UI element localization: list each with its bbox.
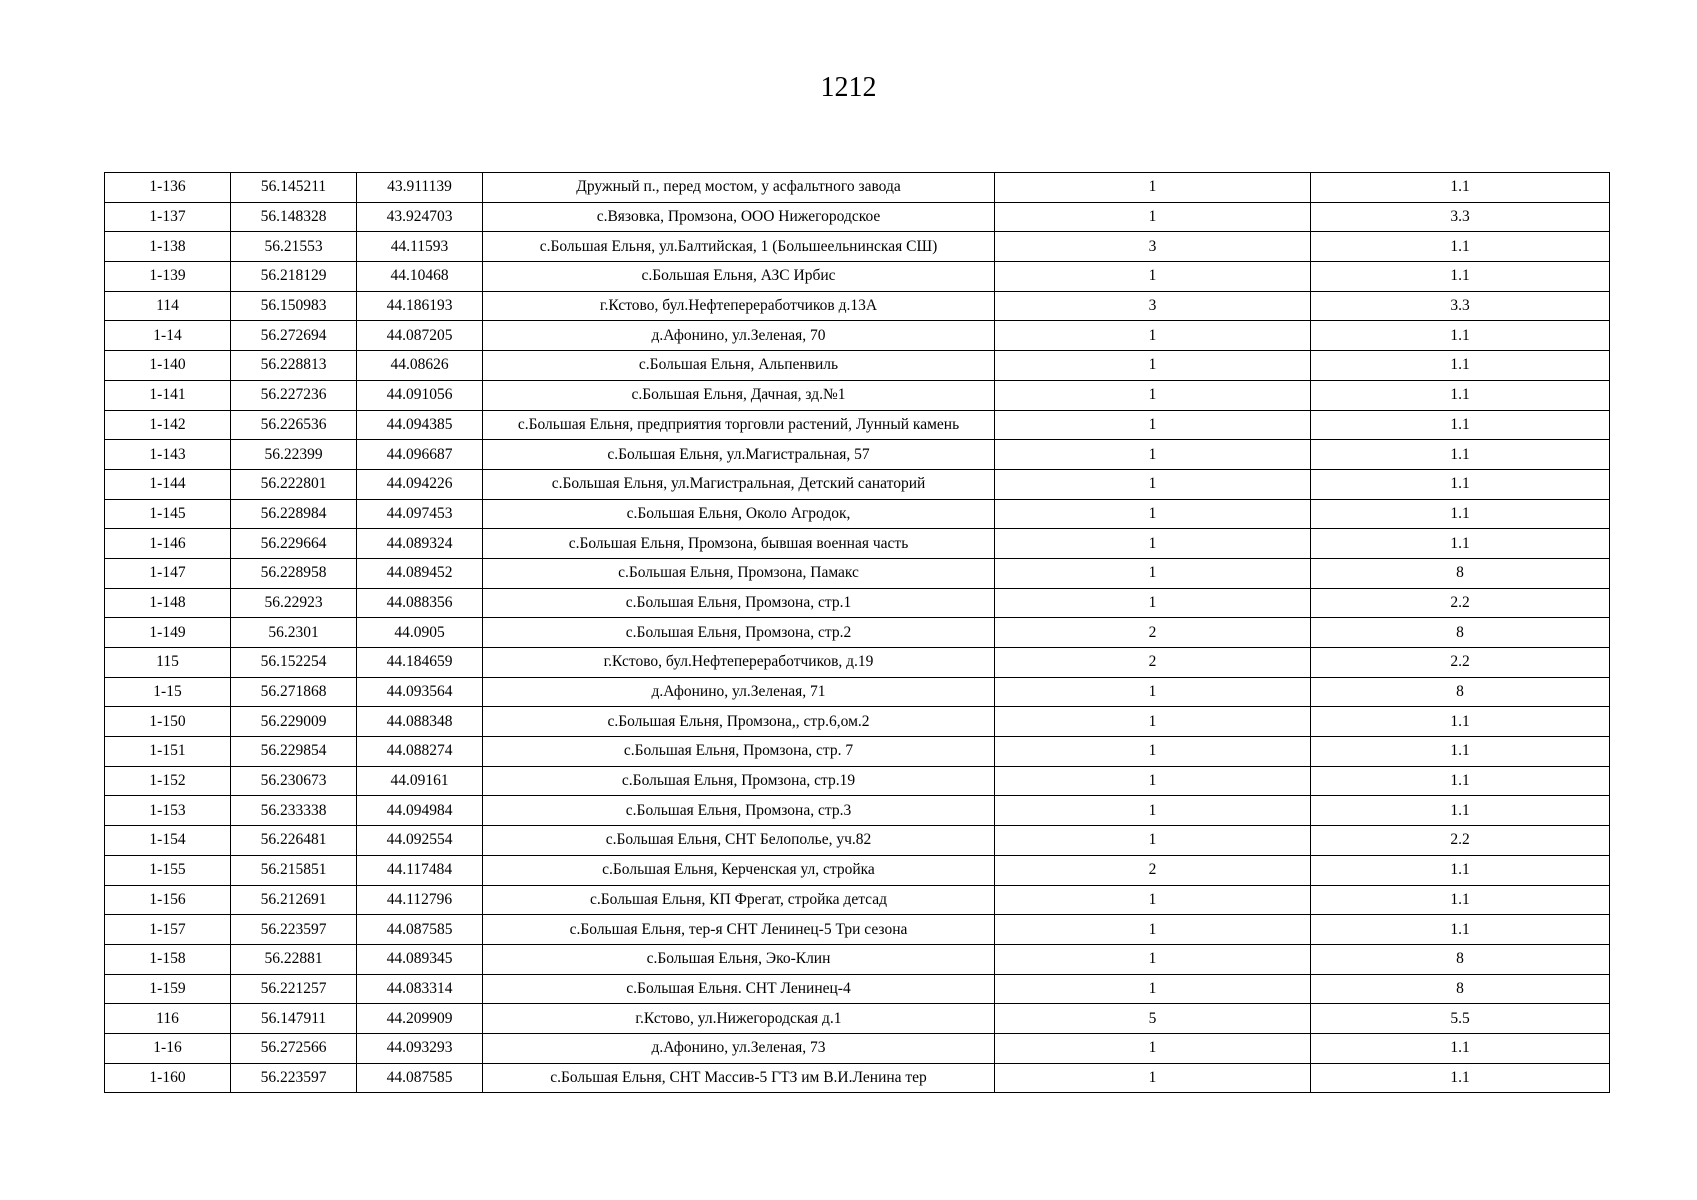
cell-count: 2 [995,648,1311,678]
cell-value: 8 [1311,558,1610,588]
cell-latitude: 56.215851 [231,855,357,885]
cell-address: с.Большая Ельня, СНТ Белополье, уч.82 [483,826,995,856]
table-row [105,499,1610,529]
cell-longitude: 44.083314 [357,974,483,1004]
page-number: 1212 [820,72,877,103]
cell-latitude: 56.228813 [231,351,357,381]
cell-count: 3 [995,232,1311,262]
cell-longitude: 44.093564 [357,677,483,707]
cell-count: 1 [995,737,1311,767]
cell-count: 1 [995,1063,1311,1093]
table-row [105,558,1610,588]
cell-address: г.Кстово, бул.Нефтепереработчиков, д.19 [483,648,995,678]
table-row [105,469,1610,499]
cell-count: 1 [995,529,1311,559]
cell-address: с.Большая Ельня. СНТ Ленинец-4 [483,974,995,1004]
cell-latitude: 56.271868 [231,677,357,707]
cell-address: д.Афонино, ул.Зеленая, 71 [483,677,995,707]
cell-count: 2 [995,855,1311,885]
cell-id: 1-150 [105,707,231,737]
cell-latitude: 56.226481 [231,826,357,856]
cell-latitude: 56.152254 [231,648,357,678]
table-row [105,588,1610,618]
table-row [105,677,1610,707]
cell-count: 1 [995,588,1311,618]
table-row [105,885,1610,915]
cell-latitude: 56.230673 [231,766,357,796]
cell-id: 1-148 [105,588,231,618]
cell-address: с.Большая Ельня, Промзона, стр.2 [483,618,995,648]
table-row [105,232,1610,262]
cell-latitude: 56.2301 [231,618,357,648]
cell-address: с.Большая Ельня, Эко-Клин [483,944,995,974]
cell-count: 1 [995,974,1311,1004]
cell-longitude: 44.087205 [357,321,483,351]
cell-count: 1 [995,944,1311,974]
cell-id: 1-141 [105,380,231,410]
cell-address: с.Большая Ельня, Керченская ул, стройка [483,855,995,885]
table-row [105,351,1610,381]
cell-value: 1.1 [1311,1063,1610,1093]
cell-latitude: 56.272694 [231,321,357,351]
cell-id: 1-149 [105,618,231,648]
cell-longitude: 44.0905 [357,618,483,648]
table-row [105,202,1610,232]
cell-count: 1 [995,262,1311,292]
cell-id: 1-144 [105,469,231,499]
cell-value: 8 [1311,944,1610,974]
cell-latitude: 56.150983 [231,291,357,321]
cell-address: с.Вязовка, Промзона, ООО Нижегородское [483,202,995,232]
cell-address: с.Большая Ельня, ул.Магистральная, 57 [483,440,995,470]
cell-address: с.Большая Ельня, Промзона, Памакс [483,558,995,588]
cell-address: г.Кстово, бул.Нефтепереработчиков д.13А [483,291,995,321]
cell-value: 1.1 [1311,321,1610,351]
table-row [105,529,1610,559]
cell-count: 1 [995,826,1311,856]
table-row [105,440,1610,470]
cell-address: с.Большая Ельня, Промзона, стр.19 [483,766,995,796]
cell-longitude: 44.10468 [357,262,483,292]
table-row [105,618,1610,648]
cell-longitude: 44.088356 [357,588,483,618]
cell-address: с.Большая Ельня, Дачная, зд.№1 [483,380,995,410]
cell-value: 8 [1311,618,1610,648]
cell-longitude: 44.087585 [357,1063,483,1093]
cell-longitude: 44.117484 [357,855,483,885]
cell-id: 1-155 [105,855,231,885]
cell-value: 1.1 [1311,1033,1610,1063]
cell-address: с.Большая Ельня, КП Фрегат, стройка детсад [483,885,995,915]
cell-id: 1-138 [105,232,231,262]
table-row [105,1033,1610,1063]
cell-count: 1 [995,885,1311,915]
cell-latitude: 56.212691 [231,885,357,915]
cell-value: 1.1 [1311,440,1610,470]
cell-address: с.Большая Ельня, Промзона,, стр.6,ом.2 [483,707,995,737]
cell-id: 1-152 [105,766,231,796]
cell-latitude: 56.218129 [231,262,357,292]
cell-latitude: 56.229009 [231,707,357,737]
cell-id: 114 [105,291,231,321]
cell-latitude: 56.147911 [231,1004,357,1034]
table-row [105,707,1610,737]
cell-value: 1.1 [1311,885,1610,915]
table-row [105,915,1610,945]
cell-address: с.Большая Ельня, Промзона, стр. 7 [483,737,995,767]
cell-address: с.Большая Ельня, СНТ Массив-5 ГТЗ им В.И.Ленина тер [483,1063,995,1093]
cell-value: 1.1 [1311,173,1610,203]
cell-id: 1-136 [105,173,231,203]
table-row [105,1063,1610,1093]
cell-latitude: 56.221257 [231,974,357,1004]
cell-count: 1 [995,558,1311,588]
cell-latitude: 56.229854 [231,737,357,767]
cell-latitude: 56.226536 [231,410,357,440]
table-row [105,321,1610,351]
data-table [104,172,1610,1093]
cell-address: с.Большая Ельня, предприятия торговли растений, Лунный камень [483,410,995,440]
cell-address: с.Большая Ельня, Промзона, стр.3 [483,796,995,826]
cell-latitude: 56.22399 [231,440,357,470]
cell-value: 2.2 [1311,826,1610,856]
cell-value: 1.1 [1311,499,1610,529]
cell-address: г.Кстово, ул.Нижегородская д.1 [483,1004,995,1034]
cell-count: 1 [995,499,1311,529]
cell-longitude: 44.089452 [357,558,483,588]
cell-latitude: 56.222801 [231,469,357,499]
cell-id: 1-143 [105,440,231,470]
cell-longitude: 44.184659 [357,648,483,678]
cell-id: 1-157 [105,915,231,945]
table-row [105,974,1610,1004]
cell-id: 1-145 [105,499,231,529]
cell-address: д.Афонино, ул.Зеленая, 73 [483,1033,995,1063]
cell-count: 1 [995,1033,1311,1063]
cell-latitude: 56.233338 [231,796,357,826]
cell-id: 116 [105,1004,231,1034]
table-row [105,796,1610,826]
cell-count: 1 [995,469,1311,499]
table-row [105,737,1610,767]
table-row [105,173,1610,203]
cell-value: 2.2 [1311,648,1610,678]
cell-count: 1 [995,915,1311,945]
cell-latitude: 56.22881 [231,944,357,974]
cell-id: 1-151 [105,737,231,767]
table-row [105,648,1610,678]
cell-longitude: 44.091056 [357,380,483,410]
table-row [105,262,1610,292]
cell-count: 1 [995,677,1311,707]
cell-value: 1.1 [1311,529,1610,559]
cell-value: 1.1 [1311,915,1610,945]
cell-longitude: 44.209909 [357,1004,483,1034]
table-row [105,826,1610,856]
cell-value: 5.5 [1311,1004,1610,1034]
cell-value: 1.1 [1311,469,1610,499]
cell-value: 3.3 [1311,202,1610,232]
table-row [105,380,1610,410]
cell-value: 3.3 [1311,291,1610,321]
cell-longitude: 44.093293 [357,1033,483,1063]
cell-id: 1-147 [105,558,231,588]
cell-id: 115 [105,648,231,678]
cell-id: 1-14 [105,321,231,351]
cell-id: 1-156 [105,885,231,915]
cell-latitude: 56.228958 [231,558,357,588]
cell-latitude: 56.228984 [231,499,357,529]
cell-count: 1 [995,707,1311,737]
cell-count: 1 [995,173,1311,203]
cell-count: 1 [995,796,1311,826]
cell-value: 1.1 [1311,262,1610,292]
cell-value: 1.1 [1311,737,1610,767]
cell-id: 1-158 [105,944,231,974]
cell-latitude: 56.223597 [231,915,357,945]
cell-id: 1-146 [105,529,231,559]
cell-value: 1.1 [1311,766,1610,796]
cell-address: с.Большая Ельня, Промзона, бывшая военная часть [483,529,995,559]
cell-longitude: 44.094984 [357,796,483,826]
cell-address: с.Большая Ельня, АЗС Ирбис [483,262,995,292]
cell-address: с.Большая Ельня, ул.Балтийская, 1 (Большеельнинская СШ) [483,232,995,262]
cell-id: 1-154 [105,826,231,856]
cell-value: 1.1 [1311,410,1610,440]
cell-count: 2 [995,618,1311,648]
cell-value: 8 [1311,974,1610,1004]
cell-id: 1-160 [105,1063,231,1093]
cell-longitude: 44.092554 [357,826,483,856]
cell-count: 1 [995,380,1311,410]
table-row [105,410,1610,440]
cell-address: Дружный п., перед мостом, у асфальтного завода [483,173,995,203]
cell-count: 5 [995,1004,1311,1034]
cell-value: 8 [1311,677,1610,707]
cell-longitude: 44.088274 [357,737,483,767]
cell-latitude: 56.148328 [231,202,357,232]
cell-count: 1 [995,351,1311,381]
table-row [105,291,1610,321]
cell-latitude: 56.227236 [231,380,357,410]
cell-count: 1 [995,766,1311,796]
table-row [105,1004,1610,1034]
cell-latitude: 56.145211 [231,173,357,203]
cell-longitude: 44.089324 [357,529,483,559]
cell-address: с.Большая Ельня, Альпенвиль [483,351,995,381]
cell-latitude: 56.223597 [231,1063,357,1093]
cell-id: 1-137 [105,202,231,232]
cell-longitude: 44.089345 [357,944,483,974]
cell-latitude: 56.22923 [231,588,357,618]
table-body [105,173,1610,1093]
cell-count: 1 [995,440,1311,470]
cell-longitude: 44.097453 [357,499,483,529]
cell-latitude: 56.21553 [231,232,357,262]
cell-count: 1 [995,202,1311,232]
cell-address: с.Большая Ельня, Промзона, стр.1 [483,588,995,618]
cell-id: 1-139 [105,262,231,292]
cell-address: д.Афонино, ул.Зеленая, 70 [483,321,995,351]
cell-longitude: 44.094385 [357,410,483,440]
cell-id: 1-15 [105,677,231,707]
cell-id: 1-16 [105,1033,231,1063]
cell-longitude: 44.096687 [357,440,483,470]
cell-value: 1.1 [1311,796,1610,826]
cell-count: 3 [995,291,1311,321]
cell-value: 1.1 [1311,232,1610,262]
cell-address: с.Большая Ельня, тер-я СНТ Ленинец-5 Три сезона [483,915,995,945]
cell-longitude: 43.924703 [357,202,483,232]
cell-longitude: 44.094226 [357,469,483,499]
cell-address: с.Большая Ельня, ул.Магистральная, Детский санаторий [483,469,995,499]
cell-longitude: 44.11593 [357,232,483,262]
cell-longitude: 44.088348 [357,707,483,737]
cell-id: 1-140 [105,351,231,381]
cell-value: 1.1 [1311,351,1610,381]
table-row [105,766,1610,796]
cell-value: 1.1 [1311,707,1610,737]
table-row [105,944,1610,974]
cell-longitude: 43.911139 [357,173,483,203]
cell-latitude: 56.272566 [231,1033,357,1063]
cell-longitude: 44.112796 [357,885,483,915]
cell-value: 1.1 [1311,380,1610,410]
cell-value: 1.1 [1311,855,1610,885]
cell-value: 2.2 [1311,588,1610,618]
cell-count: 1 [995,321,1311,351]
cell-longitude: 44.087585 [357,915,483,945]
cell-id: 1-159 [105,974,231,1004]
cell-longitude: 44.09161 [357,766,483,796]
cell-longitude: 44.186193 [357,291,483,321]
cell-id: 1-142 [105,410,231,440]
cell-id: 1-153 [105,796,231,826]
table-row [105,855,1610,885]
cell-address: с.Большая Ельня, Около Агродок, [483,499,995,529]
cell-count: 1 [995,410,1311,440]
cell-latitude: 56.229664 [231,529,357,559]
cell-longitude: 44.08626 [357,351,483,381]
